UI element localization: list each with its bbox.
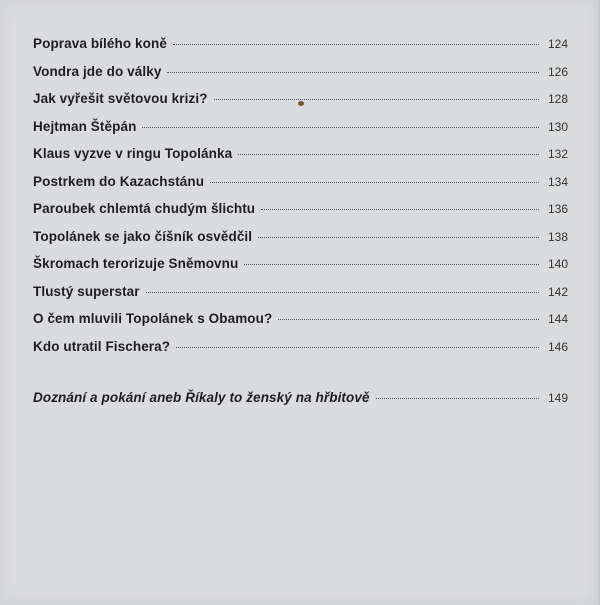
toc-entry-title: Vondra jde do války: [33, 63, 162, 79]
toc-entry-title: Poprava bílého koně: [33, 36, 167, 51]
table-of-contents: [33, 36, 568, 418]
toc-entry-page: 136: [547, 202, 568, 216]
toc-final-entry: [33, 390, 568, 418]
toc-entry-page: 138: [547, 229, 568, 244]
dot-leader: [210, 182, 539, 183]
toc-entry-page: 132: [547, 147, 568, 161]
dot-leader: [278, 319, 539, 320]
dot-leader: [244, 264, 539, 265]
toc-entry: [33, 119, 568, 147]
toc-entry-title: Hejtman Štěpán: [33, 118, 137, 134]
toc-final-entry-page: 149: [547, 391, 568, 405]
toc-final-entry-title: Doznání a pokání aneb Říkaly to ženský na hřbitově: [33, 390, 370, 405]
toc-entry-title: Postrkem do Kazachstánu: [33, 173, 205, 189]
toc-entry-title: Kdo utratil Fischera?: [33, 338, 171, 354]
toc-entry-page: 144: [547, 312, 568, 326]
toc-entry: [33, 174, 568, 202]
toc-entry-page: 126: [547, 64, 568, 79]
toc-entry-title: Paroubek chlemtá chudým šlichtu: [33, 201, 256, 216]
toc-entry: [33, 146, 568, 174]
toc-entry-page: 124: [547, 37, 568, 51]
toc-entry: [33, 36, 568, 64]
toc-entry: [33, 339, 568, 367]
dot-leader: [176, 347, 539, 348]
toc-entry-title: Topolánek se jako číšník osvědčil: [33, 228, 253, 244]
toc-entry: [33, 256, 568, 284]
dot-leader: [214, 99, 539, 100]
toc-entry: [33, 311, 568, 339]
toc-entry-page: 142: [547, 284, 568, 299]
toc-entry-title: Jak vyřešit světovou krizi?: [33, 91, 208, 106]
toc-entry-page: 146: [547, 339, 568, 354]
toc-entry-page: 134: [547, 174, 568, 189]
toc-entry: [33, 201, 568, 229]
toc-entry: [33, 64, 568, 92]
dot-leader: [173, 44, 539, 45]
toc-entry: [33, 229, 568, 257]
paper-speck: [298, 101, 304, 106]
dot-leader: [167, 72, 539, 73]
dot-leader: [238, 154, 539, 155]
toc-entry-page: 140: [547, 257, 568, 271]
toc-entry: [33, 284, 568, 312]
dot-leader: [142, 127, 539, 128]
toc-entry-title: Škromach terorizuje Sněmovnu: [33, 256, 239, 271]
toc-entry-title: O čem mluvili Topolánek s Obamou?: [33, 311, 273, 326]
dot-leader: [261, 209, 539, 210]
toc-entry-title: Klaus vyzve v ringu Topolánka: [33, 146, 233, 161]
toc-entry-page: 128: [547, 92, 568, 106]
dot-leader: [258, 237, 539, 238]
toc-entry-page: 130: [547, 119, 568, 134]
dot-leader: [146, 292, 539, 293]
toc-entry-title: Tlustý superstar: [33, 283, 140, 299]
dot-leader: [376, 398, 539, 399]
